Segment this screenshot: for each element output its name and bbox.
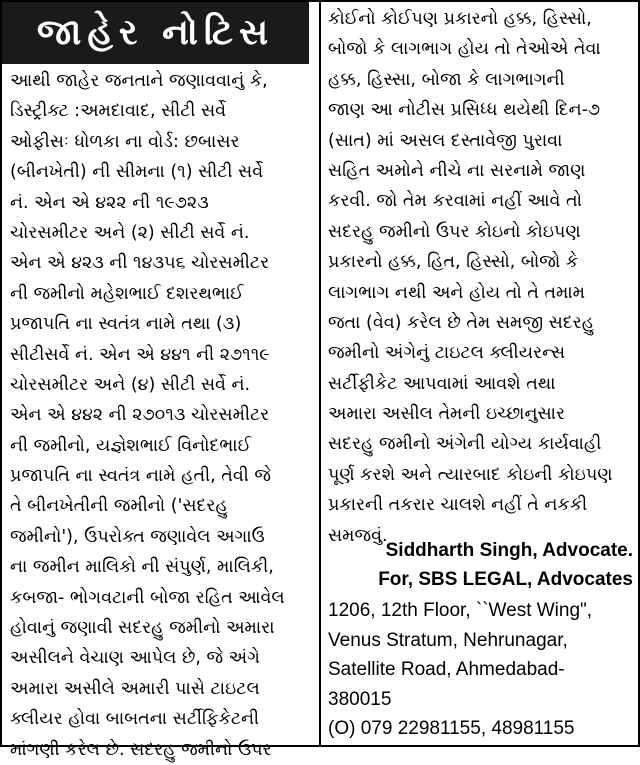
law-firm-name: For, SBS LEGAL, Advocates [378,569,633,590]
text-line: (સાત) માં અસલ દસ્તાવેજી પુરાવા [328,130,563,151]
text-line: જમીનો અંગેનું ટાઇટલ ક્લીયરન્સ [328,343,566,364]
left-column [10,66,310,765]
text-line: સહિત અમોને નીચે ના સરનામે જાણ [328,160,586,181]
text-line: બોજો કે લાગભાગ હોય તો તેઓએ તેવા [328,39,601,60]
notice-title: જાહેર નોટિસ [2,2,309,64]
text-line: પ્રકારનો હક્ક, હિત, હિસ્સો, બોજો કે [328,252,579,273]
text-line: ના જમીન માલિકો ની સંપુર્ણ, માલિકી, [10,557,274,578]
text-line: સદરહુ જમીનો ઉપર કોઇનો કોઇપણ [328,221,581,242]
text-line: કોઈનો કોઈપણ પ્રકારનો હક્ક, હિસ્સો, [328,9,592,29]
address-line: 380015 [328,688,392,710]
text-line: ની જમીનો મહેશભાઈ દશરથભાઈ [10,283,244,304]
text-line: સદરહુ જમીનો અંગેની યોગ્ય કાર્યવાહી [328,434,602,455]
text-line: સમજવું. [328,525,388,546]
text-line: (બીનખેતી) ની સીમના (૧) સીટી સર્વે [10,162,264,183]
firm-address [328,596,633,714]
text-line: સીટીસર્વે નં. એન એ ૪૪૧ ની ૨૭૧૧૯ [10,344,270,365]
text-line: જાણ આ નોટીસ પ્રસિધ્ધ થયેથી દિન-૭ [328,100,601,121]
text-line: સર્ટીફીકેટ આપવામાં આવશે તથા [328,373,556,394]
text-line: એન એ ૪૨૩ ની ૧૪૩૫૬ ચોરસમીટર [10,253,270,274]
text-line: હોવાનું જણાવી સદરહુ જમીનો અમારા [10,618,275,639]
text-line: નં. એન એ ૪૨૨ ની ૧૯૭૨૩ [10,192,209,213]
text-line: લાગભાગ નથી અને હોય તો તે તમામ [328,282,586,303]
text-line: પૂર્ણ કરશે અને ત્યારબાદ કોઇની કોઇપણ [328,464,613,485]
right-column [328,4,633,551]
text-line: ડિસ્ટ્રીક્ટ :અમદાવાદ, સીટી સર્વે [10,101,227,122]
text-line: અસીલને વેચાણ આપેલ છે, જે અંગે [10,648,260,669]
text-line: માંગણી કરેલ છે. સદરહુ જમીનો ઉપર [10,739,272,760]
text-line: આથી જાહેર જનતાને જણાવવાનું કે, [10,71,268,91]
text-line: જમીનો'), ઉપરોક્ત જણાવેલ અગાઉ [10,526,265,547]
text-line: અમારા અસીલે અમારી પાસે ટાઇટલ [10,678,260,699]
text-line: પ્રજાપતિ ના સ્વતંત્ર નામે તથા (૩) [10,314,242,335]
text-line: એન એ ૪૪૨ ની ૨૭૦૧૩ ચોરસમીટર [10,405,270,426]
text-line: હક્ક, હિસ્સા, બોજા કે લાગભાગની [328,69,565,90]
text-line: ચોરસમીટર અને (૪) સીટી સર્વે નં. [10,374,251,395]
text-line: ચોરસમીટર અને (૨) સીટી સર્વે નં. [10,222,250,243]
text-line: ની જમીનો, યજ્ઞેશભાઈ વિનોદભાઈ [10,435,252,456]
text-line: પ્રજાપતિ ના સ્વતંત્ર નામે હતી, તેવી જે [10,466,271,487]
column-divider [319,2,321,745]
text-line: પ્રકારની તકરાર ચાલશે નહીં તે નકકી [328,495,588,516]
text-line: જતા (વેવ) કરેલ છે તેમ સમજી સદરહુ [328,312,595,333]
advocate-name: Siddharth Singh, Advocate. [385,540,633,561]
text-line: કબજા- ભોગવટાની બોજા રહિત આવેલ [10,587,285,608]
address-line: Satellite Road, Ahmedabad- [328,659,565,680]
text-line: તે બીનખેતીની જમીનો ('સદરહુ [10,496,228,517]
office-phone: (O) 079 22981155, 48981155 [328,718,575,739]
text-line: કરવી. જો તેમ કરવામાં નહીં આવે તો [328,191,582,212]
text-line: ક્લીયર હોવા બાબતના સર્ટીફિકેટની [10,709,260,730]
address-line: 1206, 12th Floor, ``West Wing", [328,600,593,621]
address-line: Venus Stratum, Nehrunagar, [328,629,568,651]
text-line: ઓફીસઃ ધોળકા ના વોર્ડ: છબાસર [10,131,240,152]
text-line: અમારા અસીલ તેમની ઇચ્છાનુસાર [328,404,565,425]
